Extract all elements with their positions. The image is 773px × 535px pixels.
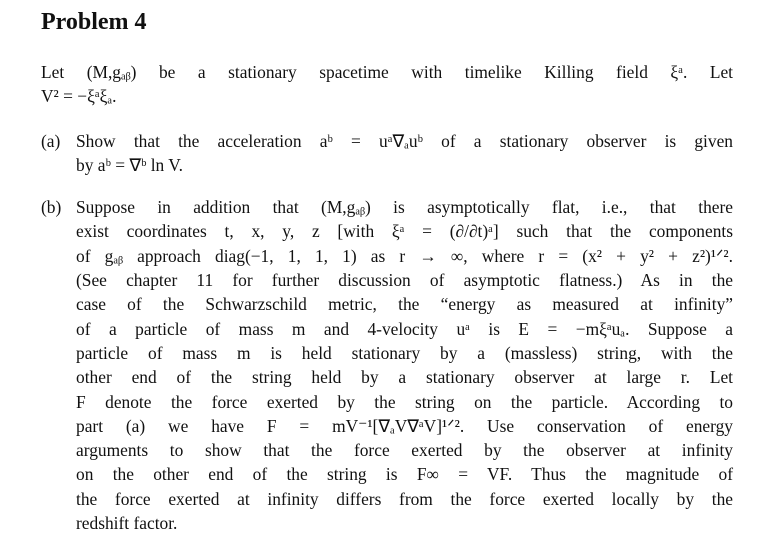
part-a-line: by aᵇ = ∇ᵇ ln V. [76,154,183,175]
intro-line: V² = −ξᵃξₐ. [41,86,117,107]
part-b-line: other end of the string held by a stationary observer at large r. Let [76,367,733,388]
part-b-line: particle of mass m is held stationary by a (massless) string, with the [76,342,733,363]
part-b-line: part (a) we have F = mV⁻¹[∇ₐV∇ᵃV]¹ᐟ². Use conservation of energy [76,415,733,436]
problem-title: Problem 4 [41,9,147,35]
part-b-line: on the other end of the string is F∞ = VF. Thus the magnitude of [76,464,733,485]
part-a-line: Show that the acceleration aᵇ = uᵃ∇ₐuᵇ of a stationary observer is given [76,130,733,151]
intro-paragraph [41,60,733,109]
part-b-line: of a particle of mass m and 4-velocity uᵃ is E = −mξᵃuₐ. Suppose a [76,318,733,339]
part-b-line: the force exerted at infinity differs from the force exerted locally by the [76,488,733,509]
part-a [41,129,733,178]
part-b-line: exist coordinates t, x, y, z [with ξᵃ = (∂/∂t)ᵃ] such that the components [76,221,733,242]
part-b-line: Suppose in addition that (M,gₐᵦ) is asymptotically flat, i.e., that there [76,197,733,218]
part-b-line: arguments to show that the force exerted by the observer at infinity [76,440,733,461]
part-b [41,195,733,535]
part-b-line: of gₐᵦ approach diag(−1, 1, 1, 1) as r → ∞, where r = (x² + y² + z²)¹ᐟ². [76,245,733,266]
part-b-label: (b) [41,197,62,218]
part-b-line: case of the Schwarzschild metric, the “energy as measured at infinity” [76,294,733,315]
part-b-text [76,195,733,535]
part-a-text [76,129,733,178]
intro-line: Let (M,gₐᵦ) be a stationary spacetime with timelike Killing field ξᵃ. Let [41,62,733,82]
part-a-label: (a) [41,130,61,151]
part-b-line: redshift factor. [76,513,178,534]
part-b-line: F denote the force exerted by the string on the particle. According to [76,391,733,412]
part-b-line: (See chapter 11 for further discussion of asymptotic flatness.) As in the [76,270,733,291]
